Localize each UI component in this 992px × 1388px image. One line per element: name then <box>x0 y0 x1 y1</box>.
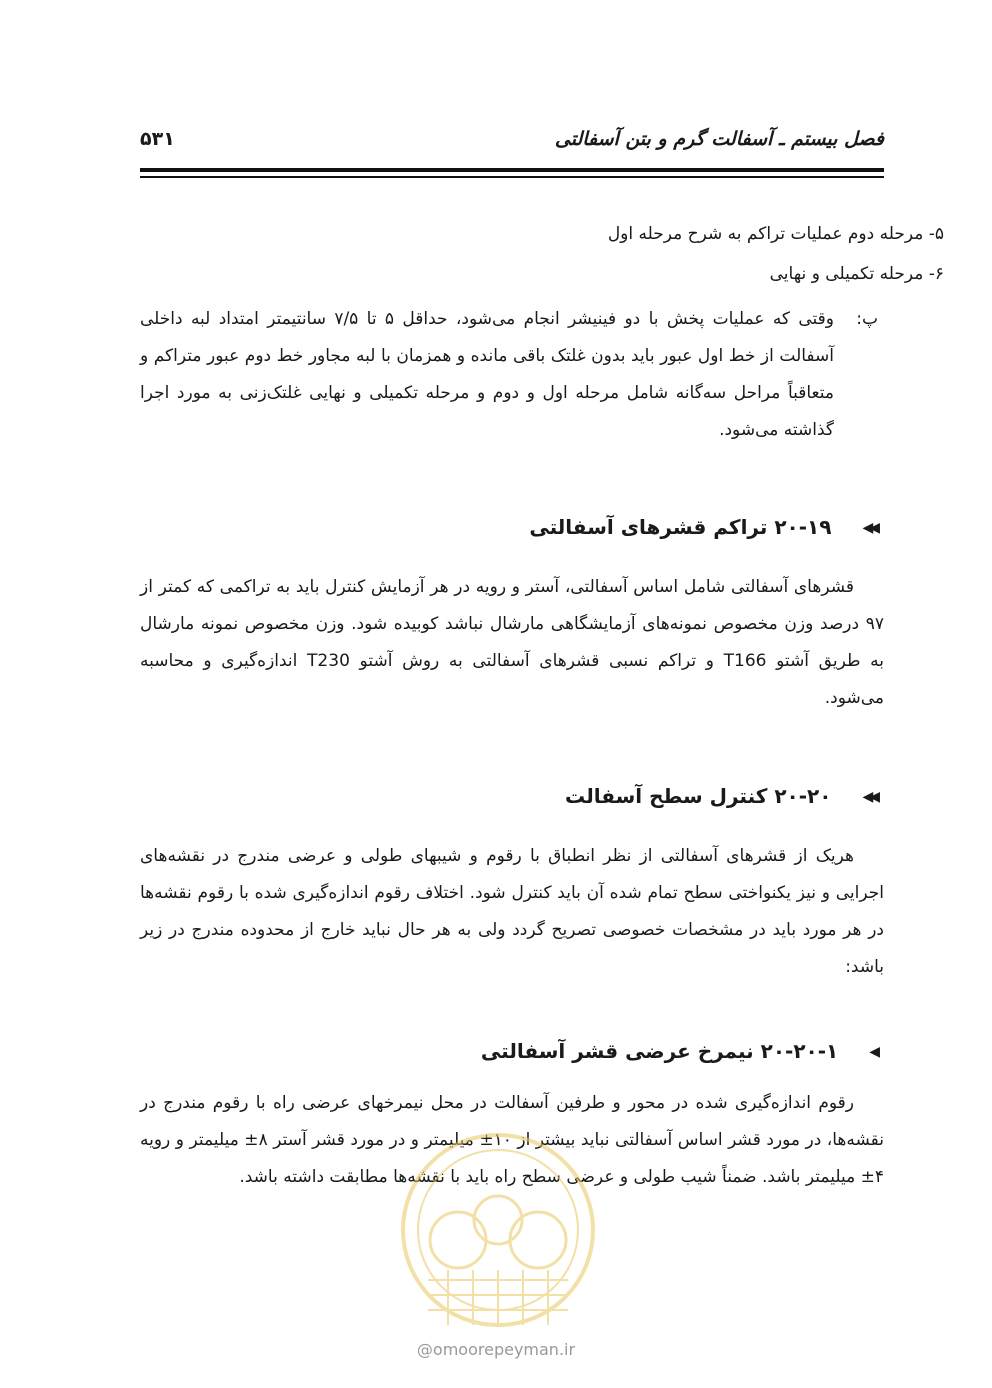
section-paragraph-20-20-1: رقوم اندازه‌گیری شده در محور و طرفین آسفالت در محل نیمرخهای عرضی راه با رقوم مندرج در نقشه‌ها، در مورد قشر اساس آسفالتی نباید بیشتر از ۱۰± میلیمتر و در مورد قشر آستر ۸± میلیمتر و رویه ۴± میلیمتر باشد. ضمناً شیب طولی و عرضی سطح راه باید با نقشه‌ها مطابقت داشته باشد. <box>140 1093 885 1187</box>
header-rule-thick <box>140 168 884 172</box>
item-p-label: پ: <box>856 309 878 329</box>
section-paragraph-20-19: قشرهای آسفالتی شامل اساس آسفالتی، آستر و رویه در هر آزمایش کنترل باید به تراکمی که کمتر از ۹۷ درصد وزن مخصوص نمونه‌های آزمایشگاهی مارشال نباشد کوبیده شود. وزن مخصوص نمونه مارشال به طریق آشتو T166 و تراکم نسبی قشرهای آسفالتی به روش آشتو T230 اندازه‌گیری و محاسبه می‌شود. <box>140 577 884 708</box>
heading-marker-icon: ◀◀ <box>862 789 876 805</box>
chapter-title: فصل بیستم ـ آسفالت گرم و بتن آسفالتی <box>554 128 884 150</box>
page-header <box>140 128 884 162</box>
heading-marker-icon: ◀◀ <box>862 520 876 536</box>
section-paragraph-20-20: هریک از قشرهای آسفالتی از نظر انطباق با رقوم و شیبهای طولی و عرضی مندرج در نقشه‌های اجرایی و نیز یکنواختی سطح تمام شده آن باید کنترل شود. اختلاف رقوم اندازه‌گیری شده با رقوم نقشه‌ها در هر مورد باید در مشخصات خصوصی تصریح گردد ولی به هر حال نباید خارج از محدوده مندرج در زیر باشد: <box>140 846 884 977</box>
section-heading-20-19 <box>529 512 876 543</box>
watermark-site: @omoorepeyman.ir <box>416 1340 576 1359</box>
section-title: نیمرخ عرضی قشر آسفالتی <box>480 1039 754 1063</box>
section-title: تراکم قشرهای آسفالتی <box>529 515 768 539</box>
section-number: ۲۰-۱۹ <box>774 515 832 539</box>
section-number: ۲۰-۲۰-۱ <box>760 1039 839 1063</box>
section-number: ۲۰-۲۰ <box>774 784 832 808</box>
page-number: ۵۳۱ <box>140 128 175 150</box>
list-item-6: ۶- مرحله تکمیلی و نهایی <box>769 264 944 284</box>
watermark-logo-icon: @ <box>416 1340 433 1359</box>
heading-marker-icon: ◀ <box>869 1044 876 1060</box>
section-heading-20-20-1 <box>481 1036 876 1067</box>
watermark-seal-icon <box>388 1130 608 1350</box>
header-rule-thin <box>140 176 884 178</box>
section-title: کنترل سطح آسفالت <box>565 784 768 808</box>
item-p-text: وقتی که عملیات پخش با دو فینیشر انجام می‌شود، حداقل ۵ تا ۷/۵ سانتیمتر امتداد لبه داخلی آسفالت از خط اول عبور باید بدون غلتک باقی مانده و همزمان با لبه مجاور خط دوم عبور متراکم و متعاقباً مراحل سه‌گانه شامل مرحله اول و دوم و مرحله تکمیلی و نهایی غلتک‌زنی به مورد اجرا گذاشته می‌شود. <box>140 309 835 440</box>
list-item-5: ۵- مرحله دوم عملیات تراکم به شرح مرحله اول <box>607 224 944 244</box>
section-heading-20-20 <box>565 781 876 812</box>
